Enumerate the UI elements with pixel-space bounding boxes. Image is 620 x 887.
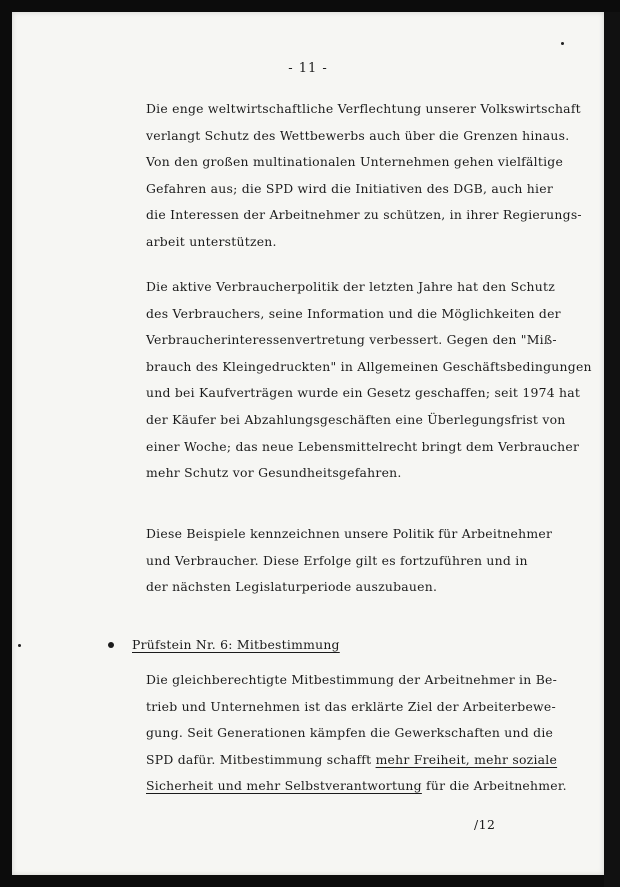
text-line: mehr Schutz vor Gesundheitsgefahren. [146, 465, 402, 481]
paragraph-competition [146, 96, 582, 256]
text-line: der Käufer bei Abzahlungsgeschäften eine Überlegungsfrist von [146, 411, 566, 427]
section-heading [108, 632, 340, 658]
text-line: Von den großen multinationalen Unternehmen gehen vielfältige [146, 154, 564, 170]
text-line: die Interessen der Arbeitnehmer zu schützen, in ihrer Regierungs- [146, 207, 582, 223]
text-line [146, 747, 566, 774]
text-segment: SPD dafür. Mitbestimmung schafft [146, 751, 376, 767]
paragraph-examples [146, 521, 566, 601]
text-line: und Verbraucher. Diese Erfolge gilt es fortzuführen und in [146, 552, 528, 568]
text-segment: für die Arbeitnehmer. [421, 778, 567, 794]
text-line: gung. Seit Generationen kämpfen die Gewerkschaften und die [146, 725, 554, 741]
text-line: arbeit unterstützen. [146, 233, 277, 249]
scan-speck [561, 42, 564, 45]
continuation-reference: /12 [474, 817, 496, 832]
text-line: der nächsten Legislaturperiode auszubauen. [146, 579, 438, 595]
text-line [146, 773, 566, 800]
text-line: Verbraucherinteressenvertretung verbessert. Gegen den "Miß- [146, 332, 557, 348]
text-line: und bei Kaufverträgen wurde ein Gesetz geschaffen; seit 1974 hat [146, 385, 581, 401]
text-line: des Verbrauchers, seine Information und die Möglichkeiten der [146, 305, 561, 321]
text-line: Gefahren aus; die SPD wird die Initiativen des DGB, auch hier [146, 180, 554, 196]
scan-border [604, 12, 620, 887]
underlined-phrase: mehr Freiheit, mehr soziale [375, 751, 558, 767]
paragraph-consumer-policy [146, 274, 592, 487]
paragraph-codetermination [146, 667, 566, 800]
document-page [12, 12, 604, 875]
text-line: einer Woche; das neue Lebensmittelrecht bringt dem Verbraucher [146, 438, 580, 454]
underlined-phrase: Sicherheit und mehr Selbstverantwortung [146, 778, 422, 794]
text-line: Diese Beispiele kennzeichnen unsere Politik für Arbeitnehmer [146, 526, 553, 541]
text-line: Die gleichberechtigte Mitbestimmung der Arbeitnehmer in Be- [146, 672, 558, 687]
text-line: Die aktive Verbraucherpolitik der letzten Jahre hat den Schutz [146, 279, 555, 294]
bullet-icon [108, 642, 114, 648]
text-line: Die enge weltwirtschaftliche Verflechtung unserer Volkswirtschaft [146, 101, 581, 116]
page-number: - 11 - [288, 61, 328, 76]
text-line: trieb und Unternehmen ist das erklärte Ziel der Arbeiterbewe- [146, 698, 556, 714]
text-line: brauch des Kleingedruckten" in Allgemeinen Geschäftsbedingungen [146, 358, 592, 374]
section-heading-text: Prüfstein Nr. 6: Mitbestimmung [132, 637, 340, 652]
text-line: verlangt Schutz des Wettbewerbs auch über die Grenzen hinaus. [146, 127, 570, 143]
scan-speck [18, 644, 21, 647]
